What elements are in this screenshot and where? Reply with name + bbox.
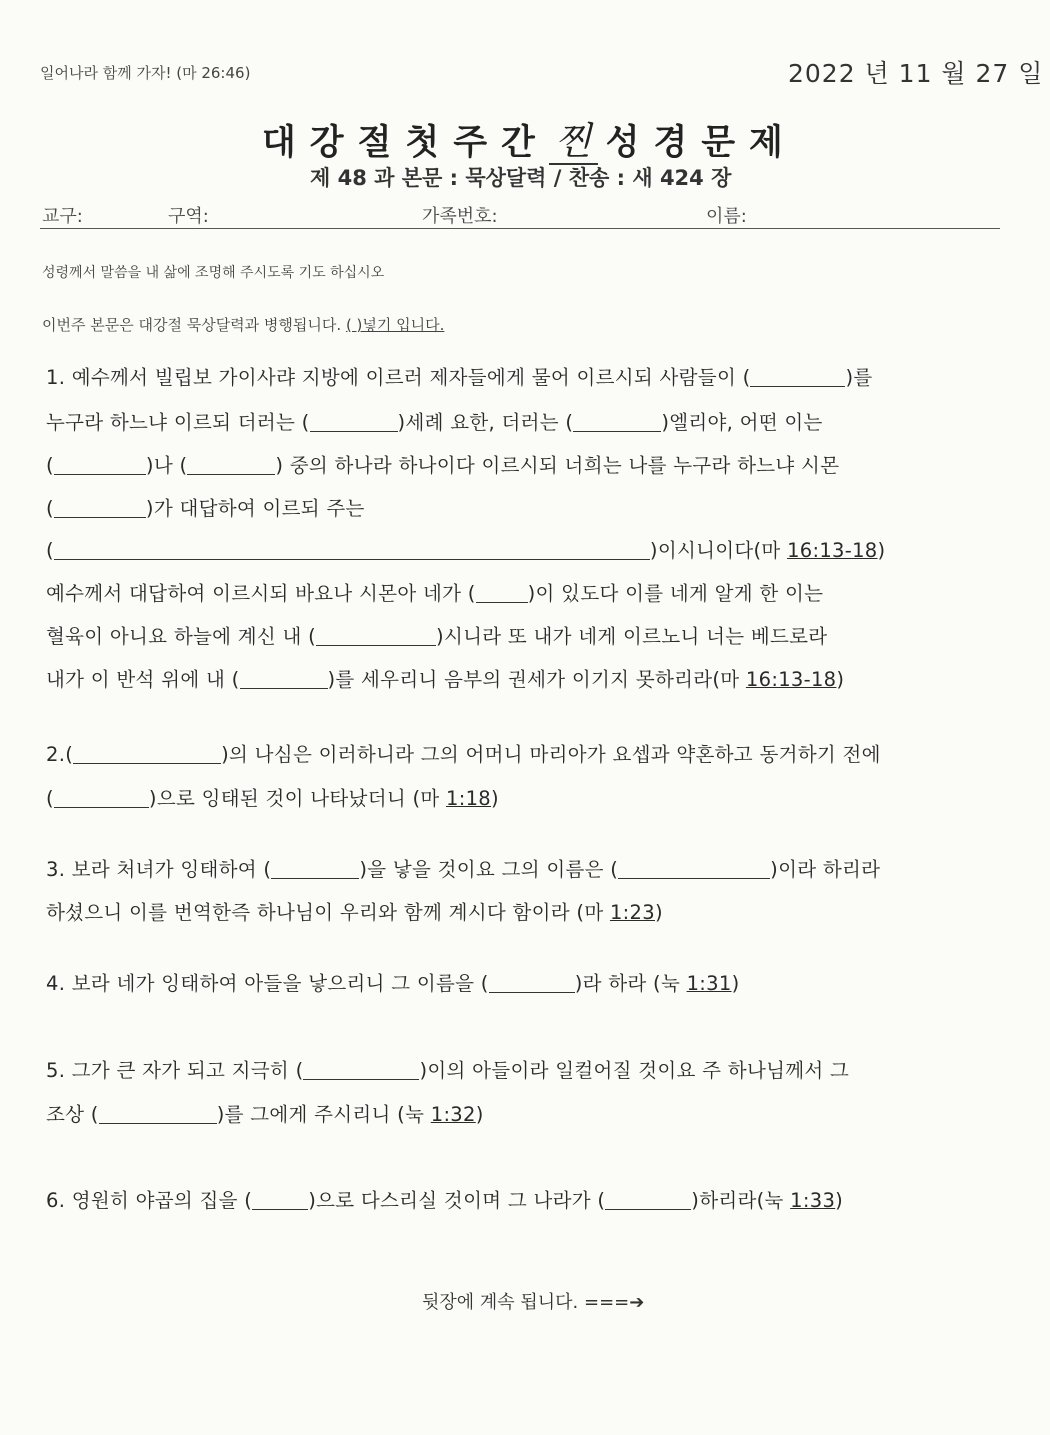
- question-5-line-2: [46, 1099, 484, 1127]
- q2-text: ): [491, 787, 499, 810]
- question-1-line-3: [46, 450, 839, 478]
- handwritten-title-mark: 찐: [549, 119, 598, 165]
- answer-blank[interactable]: [489, 974, 575, 993]
- q4-text: ): [731, 972, 740, 995]
- answer-blank[interactable]: [54, 541, 650, 560]
- q3-text: 3. 보라 처녀가 잉태하여 (: [46, 858, 272, 881]
- notice-main: 이번주 본문은 대강절 묵상달력과 병행됩니다.: [42, 316, 342, 334]
- q4-text: )라 하라 (눅: [574, 972, 687, 995]
- answer-blank[interactable]: [316, 627, 436, 646]
- answer-blank[interactable]: [476, 584, 528, 603]
- answer-blank[interactable]: [99, 1105, 217, 1124]
- q5-text: 5. 그가 큰 자가 되고 지극히 (: [46, 1059, 304, 1082]
- answer-blank[interactable]: [605, 1191, 691, 1210]
- question-1-line-5: [46, 535, 885, 563]
- q1-text: )세례 요한, 더러는 (: [397, 411, 574, 434]
- q5-text: )를 그에게 주시리니 (눅: [216, 1103, 431, 1126]
- continued-on-back-note: 뒷장에 계속 됩니다. ===➔: [422, 1292, 645, 1313]
- question-1-line-6: [46, 578, 823, 606]
- q1-text: )를: [845, 366, 873, 389]
- answer-blank[interactable]: [73, 745, 221, 764]
- q6-text: ): [835, 1189, 844, 1212]
- q1-text: (: [46, 539, 54, 562]
- notice-text: [42, 314, 444, 335]
- q2-text: (: [46, 787, 54, 810]
- q2-text: 2.(: [46, 743, 74, 766]
- scripture-reference: 1:23: [609, 901, 655, 924]
- q1-text: )나 (: [145, 454, 188, 477]
- question-1-line-7: [46, 621, 827, 649]
- scripture-reference: 1:18: [446, 787, 492, 810]
- name-field-label: 이름:: [706, 206, 747, 227]
- q1-text: )를 세우리니 음부의 권세가 이기지 못하리라(마: [327, 668, 746, 691]
- q3-text: )이라 하리라: [770, 858, 881, 881]
- question-6-line-1: [46, 1185, 843, 1213]
- prayer-instruction: 성령께서 말씀을 내 삶에 조명해 주시도록 기도 하십시오: [42, 265, 385, 281]
- answer-blank[interactable]: [252, 1191, 308, 1210]
- answer-blank[interactable]: [750, 368, 845, 387]
- question-4-line-1: [46, 968, 740, 996]
- q4-text: 4. 보라 네가 잉태하여 아들을 낳으리니 그 이름을 (: [46, 972, 489, 995]
- scripture-reference: 1:31: [686, 972, 732, 995]
- q1-text: 혈육이 아니요 하늘에 계신 내 (: [46, 625, 317, 648]
- title-right: 성경문제: [605, 123, 797, 163]
- q1-text: 1. 예수께서 빌립보 가이사랴 지방에 이르러 제자들에게 물어 이르시되 사람들이 (: [46, 366, 751, 389]
- q1-text: 내가 이 반석 위에 내 (: [46, 668, 240, 691]
- q1-text: ) 중의 하나라 하나이다 이르시되 너희는 나를 누구라 하느냐 시몬: [275, 454, 840, 477]
- q1-text: )시니라 또 내가 네게 이르노니 너는 베드로라: [436, 625, 828, 648]
- answer-blank[interactable]: [310, 413, 398, 432]
- worksheet-date: 2022 년 11 월 27 일: [788, 59, 1044, 88]
- answer-blank[interactable]: [54, 499, 146, 518]
- q1-text: )이 있도다 이를 네게 알게 한 이는: [527, 582, 824, 605]
- scripture-reference: 16:13-18: [745, 668, 837, 691]
- question-2-line-1: [46, 739, 881, 767]
- motto: 일어나라 함께 가자! (마 26:46): [40, 64, 251, 82]
- q1-text: 예수께서 대답하여 이르시되 바요나 시몬아 네가 (: [46, 582, 476, 605]
- q5-text: )이의 아들이라 일컬어질 것이요 주 하나님께서 그: [419, 1059, 850, 1082]
- family-number-field-label: 가족번호:: [422, 206, 498, 227]
- question-1-line-8: [46, 664, 844, 692]
- q1-text: ): [836, 668, 845, 691]
- q1-text: ): [877, 539, 886, 562]
- question-1-line-2: [46, 407, 823, 435]
- info-fields-row: [40, 202, 1000, 229]
- q3-text: )을 낳을 것이요 그의 이름은 (: [359, 858, 619, 881]
- q5-text: 조상 (: [46, 1103, 99, 1126]
- scripture-reference: 1:32: [430, 1103, 476, 1126]
- question-1-line-1: [46, 362, 873, 390]
- q1-text: )가 대답하여 이르되 주는: [145, 497, 365, 520]
- page-title: [262, 110, 797, 165]
- q1-text: 누구라 하느냐 이르되 더러는 (: [46, 411, 310, 434]
- question-5-line-1: [46, 1055, 849, 1083]
- q1-text: )엘리야, 어떤 이는: [661, 411, 823, 434]
- title-left: 대강절첫주간: [262, 123, 549, 163]
- q1-text: )이시니이다(마: [649, 539, 788, 562]
- answer-blank[interactable]: [187, 456, 275, 475]
- q6-text: 6. 영원히 야곱의 집을 (: [46, 1189, 253, 1212]
- district-field-label: 교구:: [42, 206, 83, 227]
- q6-text: )하리라(눅: [691, 1189, 791, 1212]
- answer-blank[interactable]: [240, 670, 328, 689]
- q5-text: ): [475, 1103, 484, 1126]
- answer-blank[interactable]: [573, 413, 661, 432]
- scripture-reference: 1:33: [790, 1189, 836, 1212]
- scripture-reference: 16:13-18: [787, 539, 878, 562]
- q3-text: ): [654, 901, 663, 924]
- question-3-line-2: [46, 897, 663, 925]
- q2-text: )의 나심은 이러하니라 그의 어머니 마리아가 요셉과 약혼하고 동거하기 전에: [221, 743, 881, 766]
- q2-text: )으로 잉태된 것이 나타났더니 (마: [148, 787, 447, 810]
- answer-blank[interactable]: [54, 789, 149, 808]
- question-2-line-2: [46, 783, 499, 811]
- q3-text: 하셨으니 이를 번역한즉 하나님이 우리와 함께 계시다 함이라 (마: [46, 901, 610, 924]
- q1-text: (: [46, 454, 54, 477]
- zone-field-label: 구역:: [168, 206, 209, 227]
- q6-text: )으로 다스리실 것이며 그 나라가 (: [308, 1189, 606, 1212]
- answer-blank[interactable]: [271, 860, 359, 879]
- answer-blank[interactable]: [618, 860, 770, 879]
- lesson-subtitle: 제 48 과 본문 : 묵상달력 / 찬송 : 새 424 장: [310, 166, 732, 190]
- answer-blank[interactable]: [303, 1061, 419, 1080]
- notice-blank-instruction: ( )넣기 입니다.: [345, 316, 445, 334]
- q1-text: (: [46, 497, 54, 520]
- question-1-line-4: [46, 493, 365, 521]
- answer-blank[interactable]: [54, 456, 146, 475]
- question-3-line-1: [46, 854, 880, 882]
